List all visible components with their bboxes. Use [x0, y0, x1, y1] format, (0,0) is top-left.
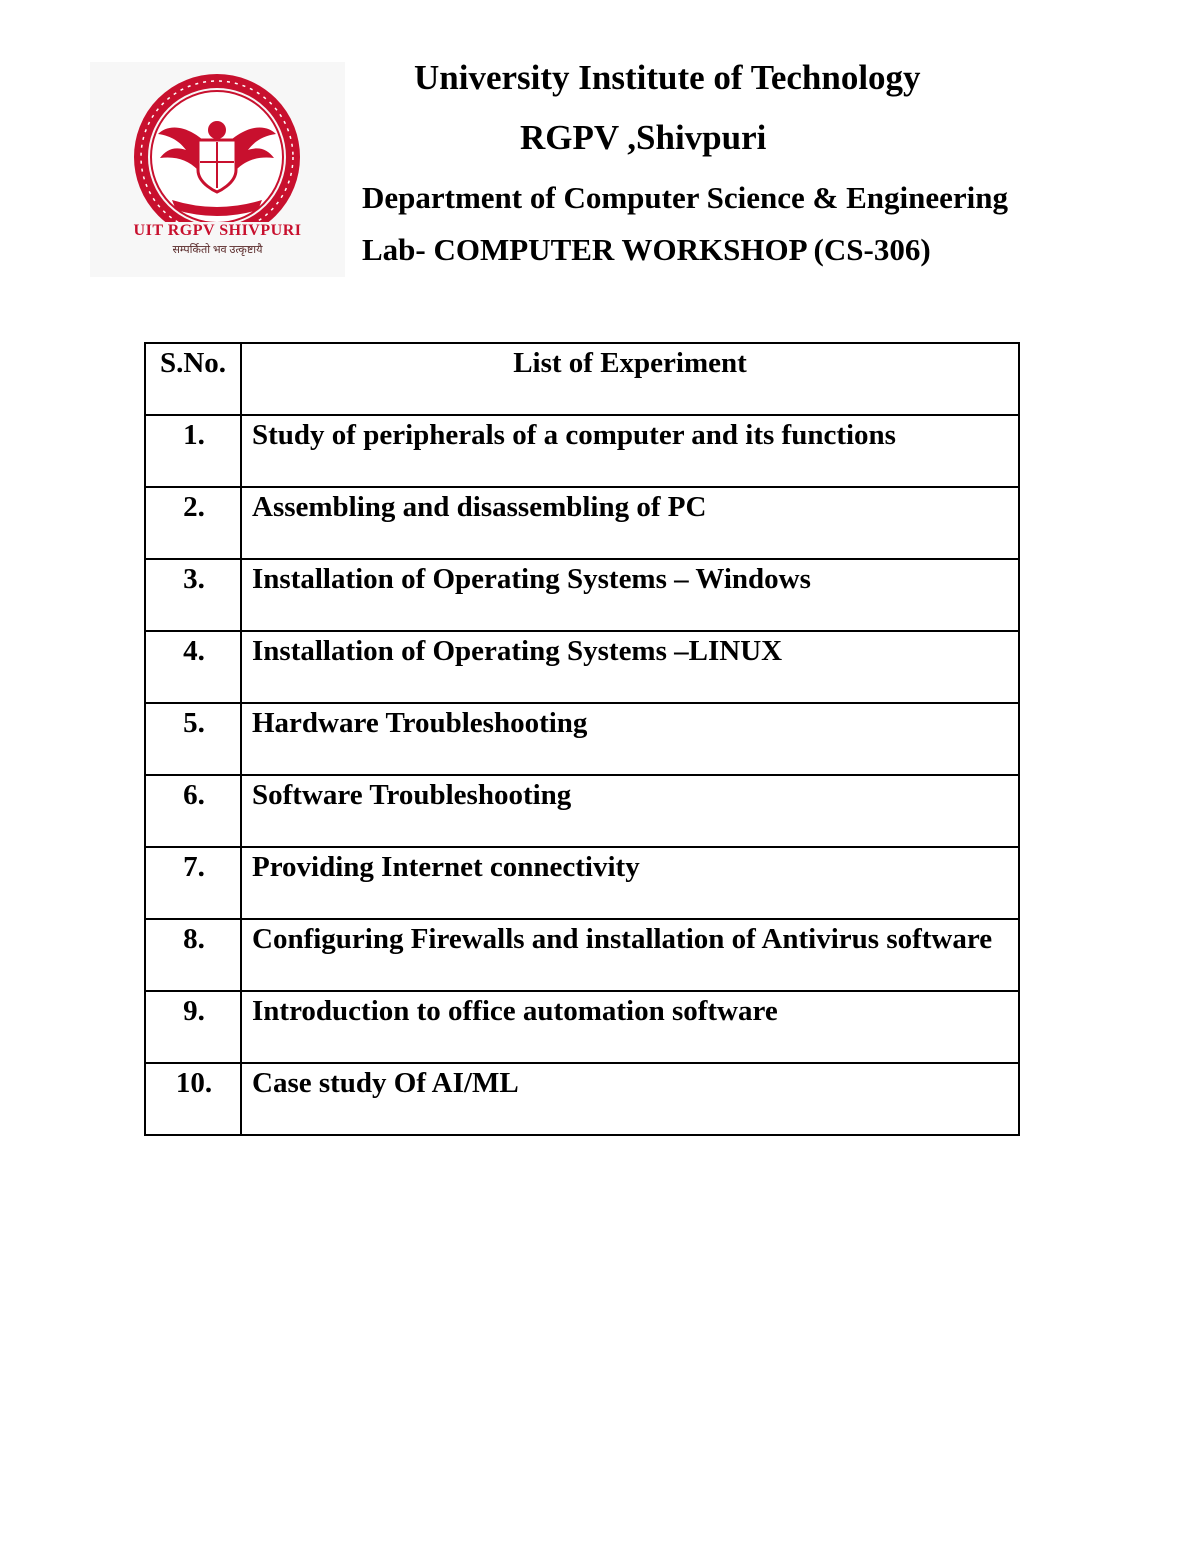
row-sno: 4. — [145, 631, 241, 703]
row-sno: 7. — [145, 847, 241, 919]
row-experiment: Assembling and disassembling of PC — [241, 487, 1019, 559]
logo-motto-text: सम्पर्कितो भव उत्कृष्टायै — [172, 244, 263, 256]
row-sno: 1. — [145, 415, 241, 487]
table-row — [145, 775, 1019, 847]
row-experiment: Installation of Operating Systems –LINUX — [241, 631, 1019, 703]
emblem-icon — [90, 62, 345, 222]
row-sno: 2. — [145, 487, 241, 559]
experiment-header: List of Experiment — [241, 343, 1019, 415]
row-experiment: Software Troubleshooting — [241, 775, 1019, 847]
table-row — [145, 703, 1019, 775]
table-row — [145, 991, 1019, 1063]
institute-logo — [90, 62, 345, 277]
table-row — [145, 847, 1019, 919]
institute-title: University Institute of Technology — [414, 58, 921, 97]
row-sno: 5. — [145, 703, 241, 775]
table-row — [145, 559, 1019, 631]
row-experiment: Study of peripherals of a computer and its functions — [241, 415, 1019, 487]
sno-header: S.No. — [145, 343, 241, 415]
row-experiment: Providing Internet connectivity — [241, 847, 1019, 919]
row-sno: 8. — [145, 919, 241, 991]
row-sno: 10. — [145, 1063, 241, 1135]
table-row — [145, 631, 1019, 703]
table-row — [145, 919, 1019, 991]
campus-name: RGPV ,Shivpuri — [520, 118, 767, 157]
experiment-list-table — [144, 342, 1020, 1136]
department-name: Department of Computer Science & Engineering — [362, 180, 1009, 215]
row-experiment: Configuring Firewalls and installation of Antivirus software — [241, 919, 1019, 991]
table-header-row — [145, 343, 1019, 415]
row-sno: 3. — [145, 559, 241, 631]
table-row — [145, 1063, 1019, 1135]
table-row — [145, 487, 1019, 559]
row-sno: 6. — [145, 775, 241, 847]
logo-name-text: UIT RGPV SHIVPURI — [133, 222, 302, 239]
row-experiment: Installation of Operating Systems – Windows — [241, 559, 1019, 631]
row-sno: 9. — [145, 991, 241, 1063]
table-row — [145, 415, 1019, 487]
row-experiment: Introduction to office automation software — [241, 991, 1019, 1063]
row-experiment: Case study Of AI/ML — [241, 1063, 1019, 1135]
lab-name: Lab- COMPUTER WORKSHOP (CS-306) — [362, 232, 931, 267]
row-experiment: Hardware Troubleshooting — [241, 703, 1019, 775]
